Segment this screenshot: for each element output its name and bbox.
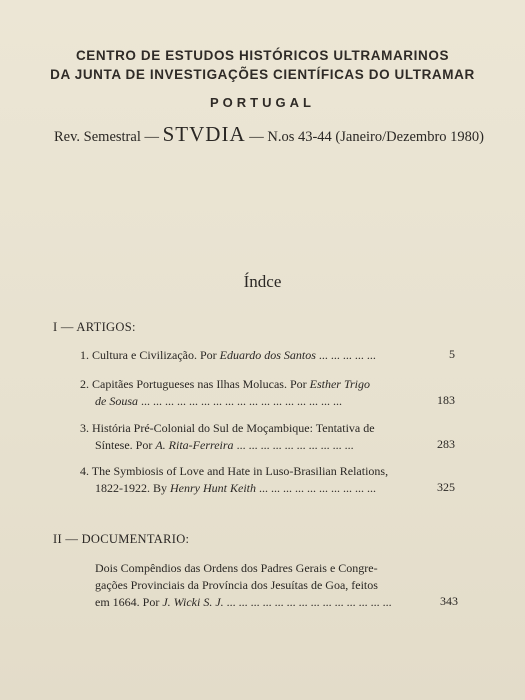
entry-page: 325: [437, 480, 455, 494]
entry-author: Esther Trigo: [309, 377, 370, 391]
entry-title: em 1664. Por: [95, 595, 163, 609]
journal-line: [54, 122, 484, 147]
journal-title: STVDIA: [162, 122, 246, 146]
entry-author: de Sousa: [95, 394, 138, 408]
entry-title: Síntese. Por: [95, 438, 156, 452]
institution-subname: DA JUNTA DE INVESTIGAÇÕES CIENTÍFICAS DO ULTRAMAR: [50, 67, 475, 82]
entry-leader: ... ... ... ... ... ... ... ... ... ...: [256, 481, 376, 495]
toc-entry: [80, 420, 375, 454]
entry-page: 183: [437, 393, 455, 407]
entry-leader: ... ... ... ... ...: [315, 348, 376, 362]
entry-title: 4. The Symbiosis of Love and Hate in Luso-Brasilian Relations,: [80, 464, 389, 478]
country: PORTUGAL: [210, 95, 315, 110]
entry-page: 343: [440, 594, 458, 608]
index-title: Índce: [243, 272, 282, 291]
entry-title: 1. Cultura e Civilização. Por: [80, 348, 220, 362]
entry-author: J. Wicki S. J.: [162, 595, 224, 609]
entry-title: gações Provinciais da Província dos Jesuítas de Goa, feitos: [95, 578, 378, 592]
entry-title: Dois Compêndios das Ordens dos Padres Gerais e Congre-: [95, 561, 378, 575]
section-documentario: II — DOCUMENTARIO:: [53, 532, 190, 546]
journal-prefix: Rev. Semestral —: [54, 129, 159, 145]
entry-page: 5: [449, 347, 455, 361]
entry-leader: ... ... ... ... ... ... ... ... ... ... ... ... ... ... ... ... ...: [138, 394, 342, 408]
journal-issue: — N.os 43-44 (Janeiro/Dezembro 1980): [249, 129, 484, 145]
toc-entry: [95, 560, 392, 611]
institution-name: CENTRO DE ESTUDOS HISTÓRICOS ULTRAMARINOS: [75, 48, 450, 63]
entry-leader: ... ... ... ... ... ... ... ... ... ...: [233, 438, 354, 452]
entry-author: Henry Hunt Keith: [170, 481, 256, 495]
entry-title: 2. Capitães Portugueses nas Ilhas Molucas. Por: [80, 377, 310, 391]
toc-entry: [80, 376, 370, 410]
toc-entry: [80, 463, 388, 497]
entry-page: 283: [437, 437, 455, 451]
entry-title: 3. História Pré-Colonial do Sul de Moçambique: Tentativa de: [80, 421, 375, 435]
entry-author: A. Rita-Ferreira: [155, 438, 234, 452]
entry-title: 1822-1922. By: [95, 481, 170, 495]
section-artigos: I — ARTIGOS:: [53, 320, 136, 334]
entry-leader: ... ... ... ... ... ... ... ... ... ... ... ... ... ...: [223, 595, 392, 609]
entry-author: Eduardo dos Santos: [219, 348, 316, 362]
toc-entry: [80, 347, 376, 364]
